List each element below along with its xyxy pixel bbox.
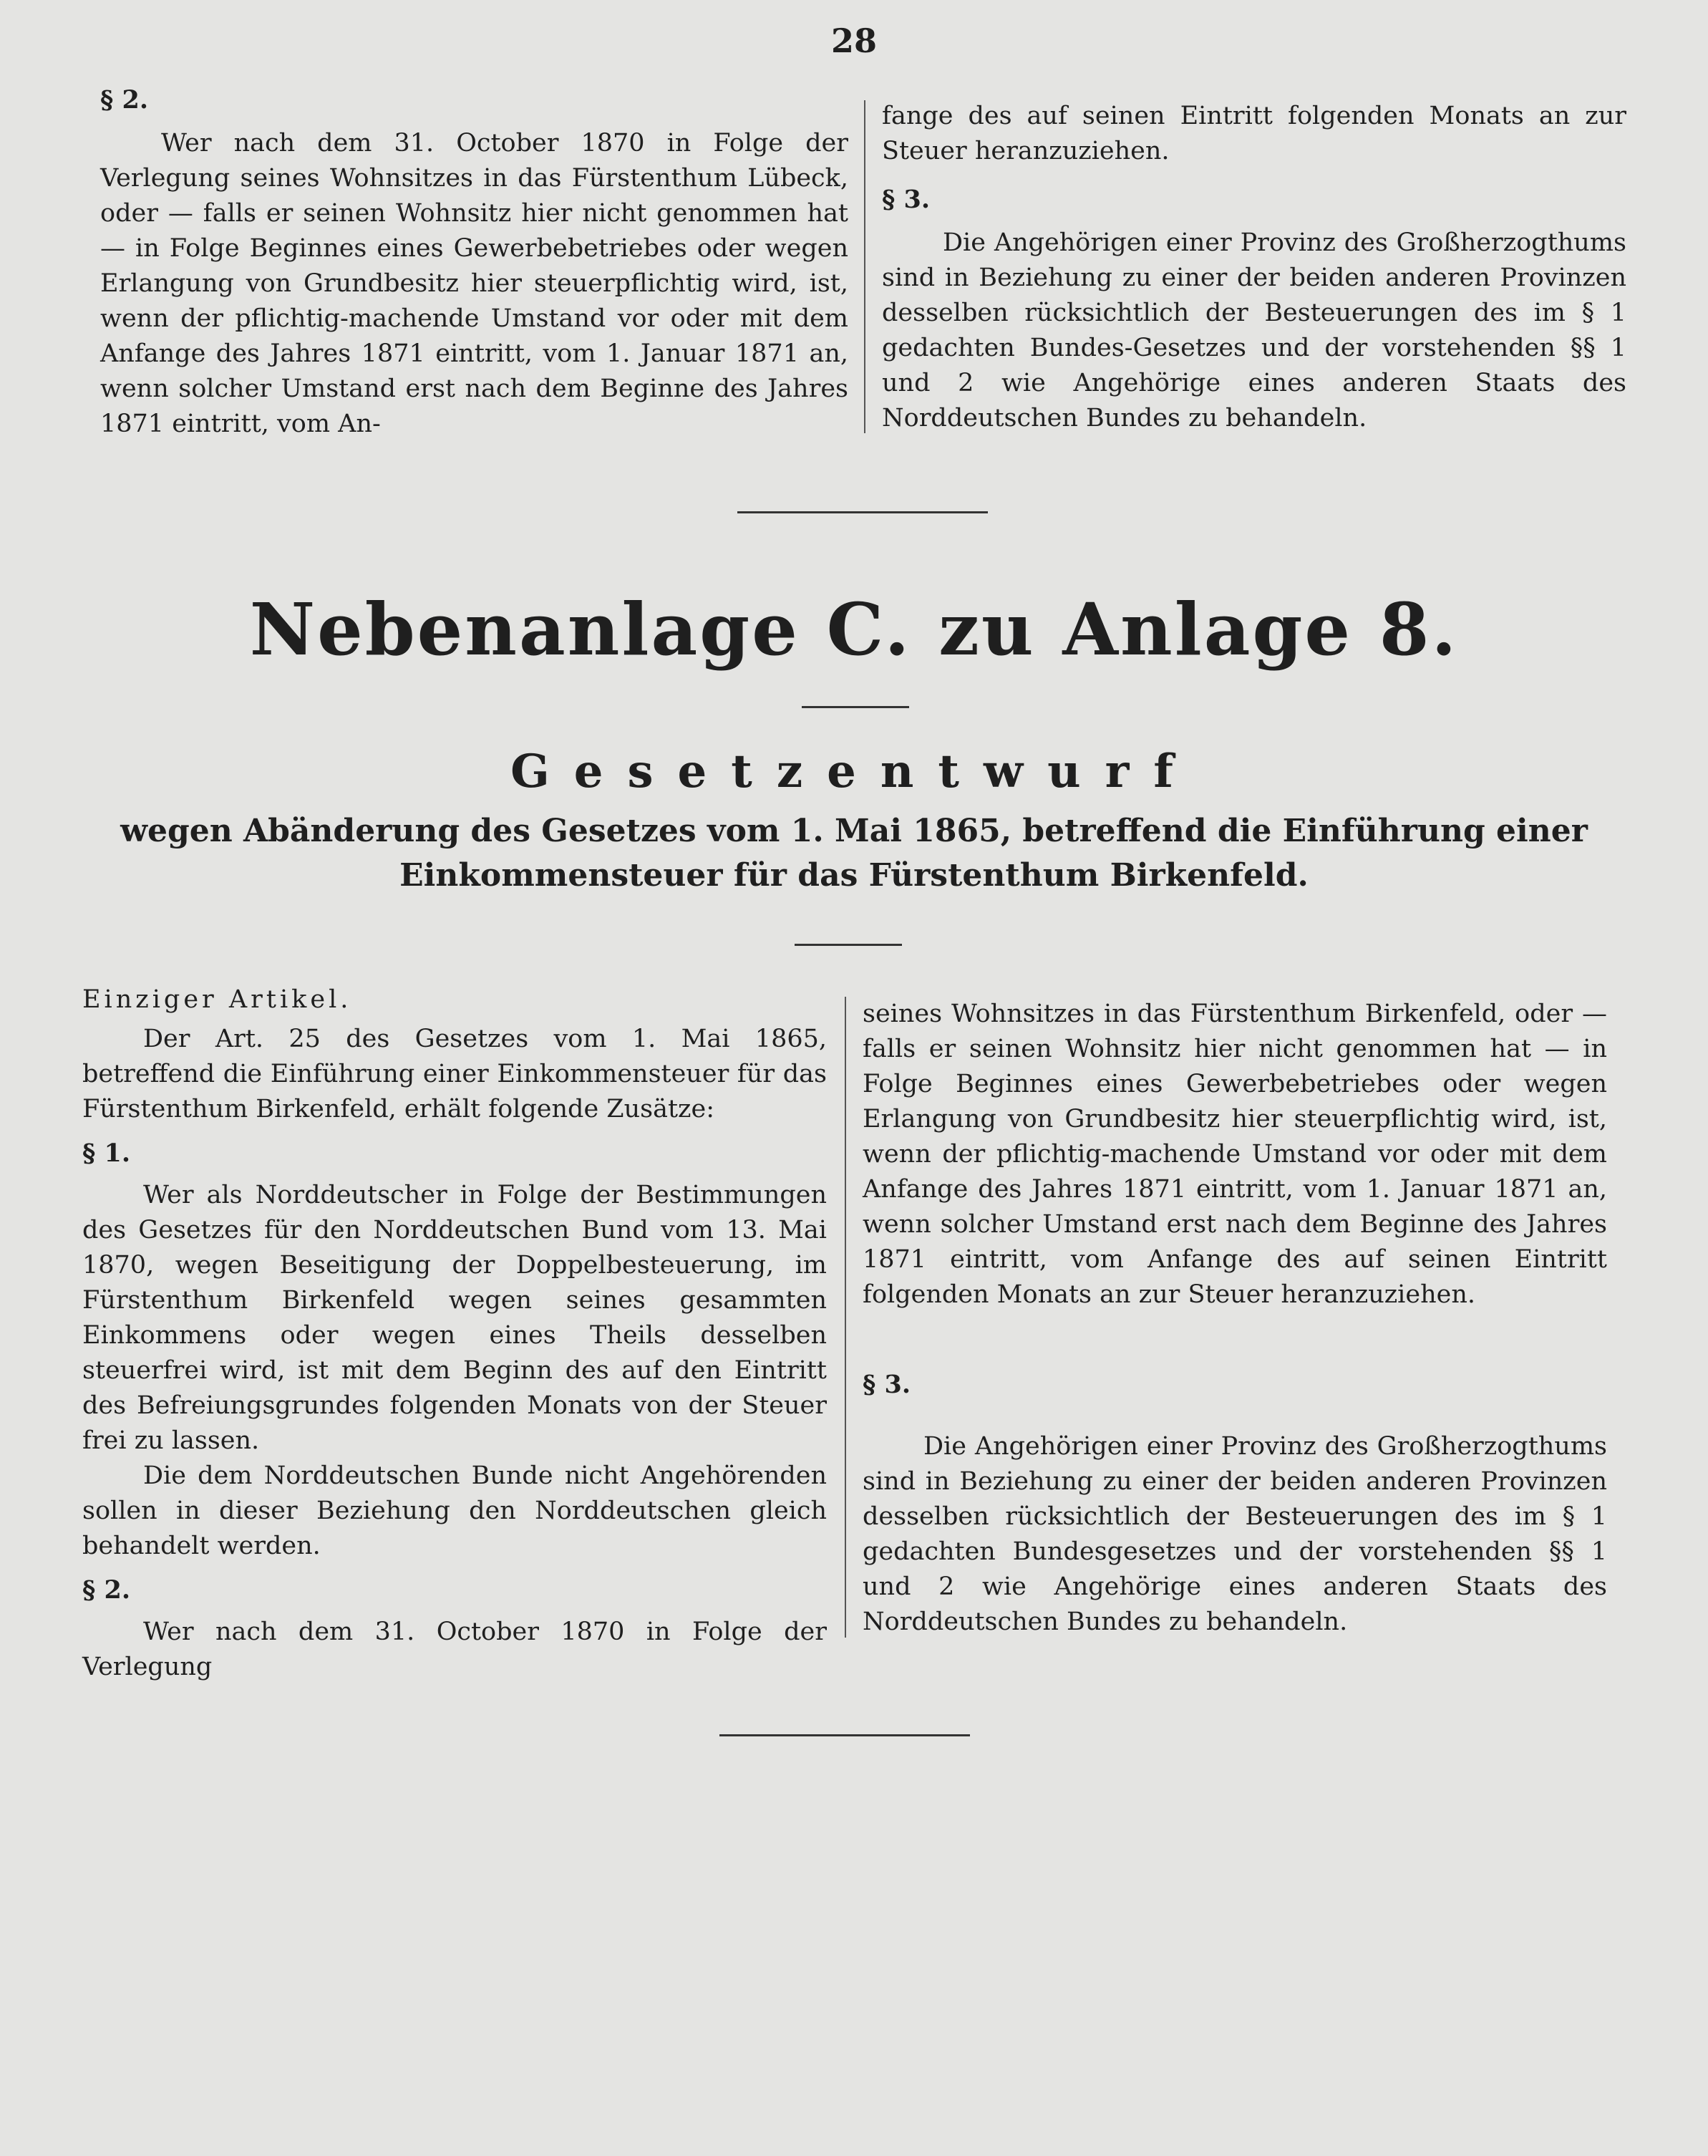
column-divider bbox=[845, 997, 846, 1638]
bottom-left-column bbox=[82, 982, 827, 1685]
column-divider bbox=[864, 100, 865, 433]
section-continuation: seines Wohnsitzes in das Fürstenthum Birkenfeld, oder — falls er seinen Wohnsitz hier nicht genommen hat — in Folge Beginnes eines Gewerbebetriebes oder wegen Erlangung von Grundbesitz hier steuerpflichtig wird, ist, wenn der pflichtig-machende Umstand vor oder mit dem Anfange des Jahres 1871 eintritt, vom 1. Januar 1871 an, wenn solcher Umstand erst nach dem Beginne des Jahres 1871 eintritt, vom Anfange des auf seinen Eintritt folgenden Monats an zur Steuer heranzuziehen. bbox=[863, 1000, 1607, 1309]
divider-rule bbox=[719, 1734, 970, 1736]
section-heading: § 3. bbox=[882, 185, 931, 214]
section-heading: § 2. bbox=[100, 85, 149, 115]
divider-rule bbox=[802, 706, 909, 708]
section-text: Die dem Norddeutschen Bunde nicht Angehörenden sollen in dieser Beziehung den Norddeutschen gleich behandelt werden. bbox=[82, 1461, 827, 1560]
top-right-column bbox=[882, 99, 1626, 436]
section-heading: § 3. bbox=[863, 1370, 911, 1399]
article-intro: Der Art. 25 des Gesetzes vom 1. Mai 1865, betreffend die Einführung einer Einkommensteuer für das Fürstenthum Birkenfeld, erhält folgende Zusätze: bbox=[82, 1025, 827, 1123]
section-heading: § 1. bbox=[82, 1139, 131, 1168]
section-text: Wer nach dem 31. October 1870 in Folge der Verlegung bbox=[82, 1618, 827, 1681]
divider-rule bbox=[795, 944, 902, 946]
page-number: 28 bbox=[830, 21, 877, 60]
article-heading: Einziger Artikel. bbox=[82, 985, 352, 1014]
section-continuation: fange des auf seinen Eintritt folgenden Monats an zur Steuer heranzuziehen. bbox=[882, 102, 1626, 165]
section-heading: § 2. bbox=[82, 1575, 131, 1605]
section-text: Wer nach dem 31. October 1870 in Folge der Verlegung seines Wohnsitzes in das Fürstenthum Lübeck, oder — falls er seinen Wohnsitz hier nicht genommen hat — in Folge Beginnes eines Gewerbebetriebes oder wegen Erlangung von Grundbesitz hier steuerpflichtig wird, ist, wenn der pflichtig-machende Umstand vor oder mit dem Anfange des Jahres 1871 eintritt, vom 1. Januar 1871 an, wenn solcher Umstand erst nach dem Beginne des Jahres 1871 eintritt, vom An- bbox=[100, 129, 848, 438]
bottom-right-column bbox=[863, 997, 1607, 1640]
section-text: Die Angehörigen einer Provinz des Großherzogthums sind in Beziehung zu einer der beiden anderen Provinzen desselben rücksichtlich der Besteuerungen des im § 1 gedachten Bundesgesetzes und der vorstehenden §§ 1 und 2 wie Angehörige eines anderen Staats des Norddeutschen Bundes zu behandeln. bbox=[863, 1432, 1607, 1636]
draft-title: Gesetzentwurf bbox=[510, 745, 1198, 798]
divider-rule bbox=[737, 511, 988, 513]
annex-title: Nebenanlage C. zu Anlage 8. bbox=[249, 587, 1459, 672]
draft-subtitle: wegen Abänderung des Gesetzes vom 1. Mai 1865, betreffend die Einführung einer Einkommensteuer für das Fürstenthum Birkenfeld. bbox=[120, 813, 1588, 894]
top-left-column bbox=[100, 82, 848, 442]
section-text: Die Angehörigen einer Provinz des Großherzogthums sind in Beziehung zu einer der beiden anderen Provinzen desselben rücksichtlich der Besteuerungen des im § 1 gedachten Bundes-Gesetzes und der vorstehenden §§ 1 und 2 wie Angehörige eines anderen Staats des Norddeutschen Bundes zu behandeln. bbox=[882, 228, 1626, 432]
section-text: Wer als Norddeutscher in Folge der Bestimmungen des Gesetzes für den Norddeutschen Bund vom 13. Mai 1870, wegen Beseitigung der Doppelbesteuerung, im Fürstenthum Birkenfeld wegen seines gesammten Einkommens oder wegen eines Theils desselben steuerfrei wird, ist mit dem Beginn des auf den Eintritt des Befreiungsgrundes folgenden Monats von der Steuer frei zu lassen. bbox=[82, 1181, 827, 1455]
